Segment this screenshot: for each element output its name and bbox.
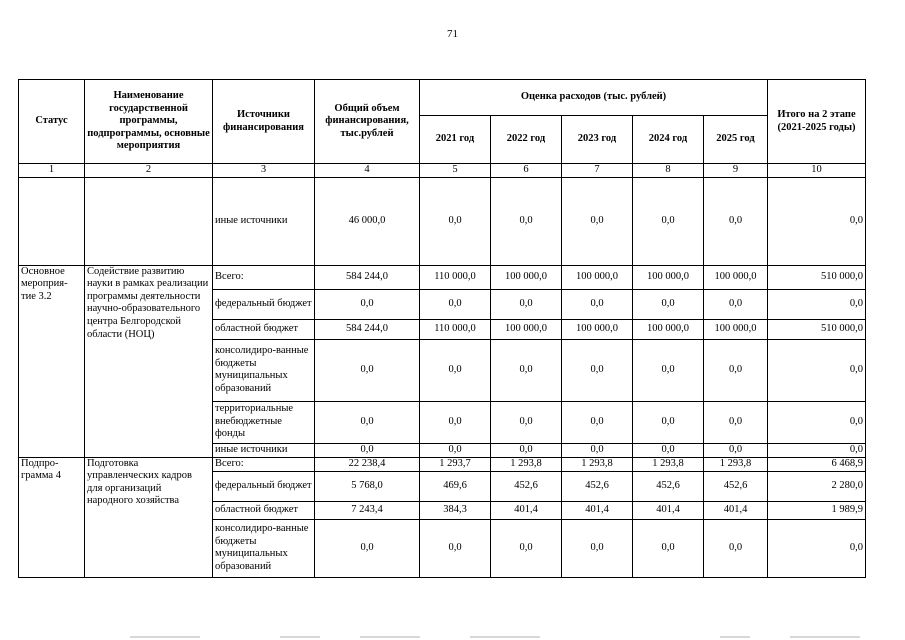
year-value: 0,0 — [491, 289, 562, 319]
year-value: 0,0 — [562, 339, 633, 401]
year-value: 0,0 — [491, 339, 562, 401]
column-number: 2 — [85, 164, 213, 178]
scan-artifact — [790, 636, 860, 638]
stage-total-cell: 0,0 — [768, 339, 866, 401]
year-value: 0,0 — [420, 519, 491, 577]
year-value: 0,0 — [562, 401, 633, 443]
name-cell: Содействие развитию науки в рамках реализации программы деятельности научно-образовательного центра Белгородской области (НОЦ) — [85, 265, 213, 457]
status-cell: Подпро-грамма 4 — [19, 457, 85, 577]
total-cell: 0,0 — [315, 401, 420, 443]
name-cell — [85, 177, 213, 265]
source-cell: иные источники — [213, 443, 315, 457]
source-cell: территориальные внебюджетные фонды — [213, 401, 315, 443]
stage-total-cell: 1 989,9 — [768, 501, 866, 519]
header-stage-total: Итого на 2 этапе (2021-2025 годы) — [768, 80, 866, 164]
year-value: 100 000,0 — [704, 319, 768, 339]
header-sources: Источники финансирования — [213, 80, 315, 164]
year-value: 0,0 — [704, 339, 768, 401]
year-value: 0,0 — [420, 177, 491, 265]
year-value: 452,6 — [562, 471, 633, 501]
stage-total-cell: 510 000,0 — [768, 265, 866, 289]
budget-table — [18, 79, 866, 578]
scan-artifact — [280, 636, 320, 638]
source-cell: федеральный бюджет — [213, 289, 315, 319]
source-cell: Всего: — [213, 457, 315, 471]
year-value: 452,6 — [704, 471, 768, 501]
column-number-row — [19, 164, 866, 178]
year-value: 0,0 — [633, 339, 704, 401]
column-number: 9 — [704, 164, 768, 178]
year-value: 0,0 — [562, 443, 633, 457]
year-value: 1 293,8 — [491, 457, 562, 471]
stage-total-cell: 510 000,0 — [768, 319, 866, 339]
stage-total-cell: 0,0 — [768, 289, 866, 319]
year-value: 100 000,0 — [491, 265, 562, 289]
year-value: 110 000,0 — [420, 319, 491, 339]
stage-total-cell: 0,0 — [768, 177, 866, 265]
year-value: 0,0 — [633, 177, 704, 265]
year-value: 452,6 — [633, 471, 704, 501]
year-value: 401,4 — [704, 501, 768, 519]
year-value: 0,0 — [704, 177, 768, 265]
year-value: 100 000,0 — [562, 265, 633, 289]
header-total: Общий объем финансирования, тыс.рублей — [315, 80, 420, 164]
scan-artifact — [360, 636, 420, 638]
year-value: 0,0 — [491, 519, 562, 577]
total-cell: 7 243,4 — [315, 501, 420, 519]
year-value: 401,4 — [633, 501, 704, 519]
status-cell — [19, 177, 85, 265]
source-cell: областной бюджет — [213, 501, 315, 519]
total-cell: 0,0 — [315, 339, 420, 401]
column-number: 10 — [768, 164, 866, 178]
header-year: 2022 год — [491, 116, 562, 164]
scan-artifact — [470, 636, 540, 638]
status-cell: Основное мероприя-тие 3.2 — [19, 265, 85, 457]
table-row — [19, 457, 866, 471]
total-cell: 0,0 — [315, 519, 420, 577]
year-value: 1 293,8 — [633, 457, 704, 471]
year-value: 0,0 — [491, 401, 562, 443]
year-value: 100 000,0 — [704, 265, 768, 289]
total-cell: 584 244,0 — [315, 319, 420, 339]
stage-total-cell: 0,0 — [768, 519, 866, 577]
source-cell: консолидиро-ванные бюджеты муниципальных образований — [213, 519, 315, 577]
source-cell: Всего: — [213, 265, 315, 289]
year-value: 0,0 — [633, 401, 704, 443]
source-cell: консолидиро-ванные бюджеты муниципальных образований — [213, 339, 315, 401]
column-number: 6 — [491, 164, 562, 178]
year-value: 0,0 — [420, 401, 491, 443]
stage-total-cell: 0,0 — [768, 401, 866, 443]
year-value: 0,0 — [633, 519, 704, 577]
year-value: 0,0 — [704, 401, 768, 443]
header-estimate: Оценка расходов (тыс. рублей) — [420, 80, 768, 116]
year-value: 100 000,0 — [562, 319, 633, 339]
stage-total-cell: 6 468,9 — [768, 457, 866, 471]
table-row — [19, 265, 866, 289]
year-value: 1 293,8 — [704, 457, 768, 471]
year-value: 0,0 — [562, 289, 633, 319]
year-value: 0,0 — [420, 339, 491, 401]
total-cell: 0,0 — [315, 289, 420, 319]
column-number: 7 — [562, 164, 633, 178]
year-value: 1 293,7 — [420, 457, 491, 471]
year-value: 0,0 — [633, 443, 704, 457]
total-cell: 5 768,0 — [315, 471, 420, 501]
year-value: 0,0 — [633, 289, 704, 319]
year-value: 401,4 — [562, 501, 633, 519]
year-value: 0,0 — [704, 289, 768, 319]
total-cell: 46 000,0 — [315, 177, 420, 265]
year-value: 0,0 — [704, 519, 768, 577]
column-number: 5 — [420, 164, 491, 178]
year-value: 0,0 — [420, 443, 491, 457]
source-cell: областной бюджет — [213, 319, 315, 339]
year-value: 384,3 — [420, 501, 491, 519]
header-year: 2021 год — [420, 116, 491, 164]
year-value: 0,0 — [562, 519, 633, 577]
total-cell: 584 244,0 — [315, 265, 420, 289]
year-value: 0,0 — [491, 177, 562, 265]
year-value: 100 000,0 — [633, 319, 704, 339]
scan-artifact — [130, 636, 200, 638]
year-value: 1 293,8 — [562, 457, 633, 471]
header-year: 2025 год — [704, 116, 768, 164]
year-value: 0,0 — [491, 443, 562, 457]
year-value: 110 000,0 — [420, 265, 491, 289]
year-value: 0,0 — [562, 177, 633, 265]
header-status: Статус — [19, 80, 85, 164]
year-value: 0,0 — [420, 289, 491, 319]
total-cell: 0,0 — [315, 443, 420, 457]
name-cell: Подготовка управленческих кадров для организаций народного хозяйства — [85, 457, 213, 577]
column-number: 3 — [213, 164, 315, 178]
header-name: Наименование государственной программы, подпрограммы, основные мероприятия — [85, 80, 213, 164]
column-number: 8 — [633, 164, 704, 178]
source-cell: федеральный бюджет — [213, 471, 315, 501]
table-row — [19, 177, 866, 265]
year-value: 401,4 — [491, 501, 562, 519]
stage-total-cell: 2 280,0 — [768, 471, 866, 501]
total-cell: 22 238,4 — [315, 457, 420, 471]
column-number: 4 — [315, 164, 420, 178]
page-number: 71 — [447, 28, 458, 40]
year-value: 100 000,0 — [633, 265, 704, 289]
stage-total-cell: 0,0 — [768, 443, 866, 457]
header-year: 2024 год — [633, 116, 704, 164]
year-value: 100 000,0 — [491, 319, 562, 339]
year-value: 469,6 — [420, 471, 491, 501]
source-cell: иные источники — [213, 177, 315, 265]
column-number: 1 — [19, 164, 85, 178]
header-year: 2023 год — [562, 116, 633, 164]
scan-artifact — [720, 636, 750, 638]
year-value: 452,6 — [491, 471, 562, 501]
year-value: 0,0 — [704, 443, 768, 457]
